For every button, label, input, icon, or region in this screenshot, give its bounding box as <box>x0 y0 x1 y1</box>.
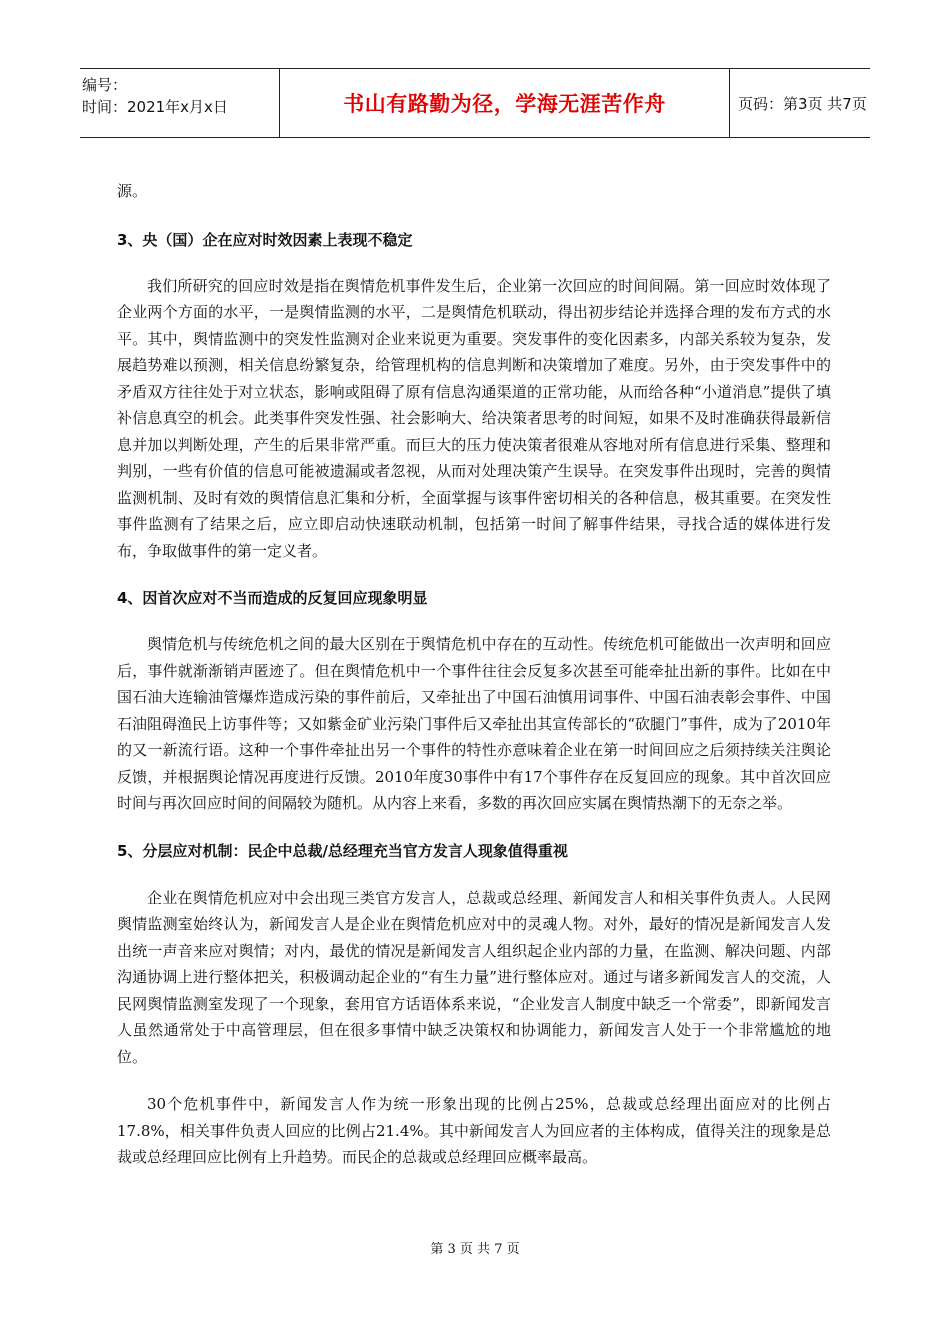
number-label: 编号： <box>82 76 128 94</box>
paragraph-continuation: 源。 <box>117 182 148 200</box>
time-label: 时间：2021年x月x日 <box>82 98 228 116</box>
header-motto-cell <box>280 69 730 137</box>
page-info: 页码：第3页 共7页 <box>738 94 867 113</box>
section-heading-5: 5、分层应对机制：民企中总裁/总经理充当官方发言人现象值得重视 <box>117 841 568 860</box>
paragraph-section-4: 舆情危机与传统危机之间的最大区别在于舆情危机中存在的互动性。传统危机可能做出一次声明和回应后，事件就渐渐销声匿迹了。但在舆情危机中一个事件往往会反复多次甚至可能牵扯出新的事件。比如在中国石油大连输油管爆炸造成污染的事件前后，又牵扯出了中国石油慎用词事件、中国石油表彰会事件、中国石油阻碍渔民上访事件等；又如紫金矿业污染门事件后又牵扯出其宣传部长的“砍腿门”事件，成为了2010年的又一新流行语。这种一个事件牵扯出另一个事件的特性亦意味着企业在第一时间回应之后须持续关注舆论反馈，并根据舆论情况再度进行反馈。2010年度30事件中有17个事件存在反复回应的现象。其中首次回应时间与再次回应时间的间隔较为随机。从内容上来看，多数的再次回应实属在舆情热潮下的无奈之举。 <box>117 635 831 812</box>
paragraph-section-5b: 30个危机事件中，新闻发言人作为统一形象出现的比例占25%，总裁或总经理出面应对的比例占17.8%，相关事件负责人回应的比例占21.4%。其中新闻发言人为回应者的主体构成，值得关注的现象是总裁或总经理回应比例有上升趋势。而民企的总裁或总经理回应概率最高。 <box>117 1095 831 1166</box>
page-footer: 第 3 页 共 7 页 <box>430 1242 520 1257</box>
document-header <box>80 68 870 138</box>
paragraph-section-5a: 企业在舆情危机应对中会出现三类官方发言人，总裁或总经理、新闻发言人和相关事件负责人。人民网舆情监测室始终认为，新闻发言人是企业在舆情危机应对中的灵魂人物。对外，最好的情况是新闻发言人发出统一声音来应对舆情；对内，最优的情况是新闻发言人组织起企业内部的力量，在监测、解决问题、内部沟通协调上进行整体把关，积极调动起企业的“有生力量”进行整体应对。通过与诸多新闻发言人的交流，人民网舆情监测室发现了一个现象，套用官方话语体系来说，“企业发言人制度中缺乏一个常委”，即新闻发言人虽然通常处于中高管理层，但在很多事情中缺乏决策权和协调能力，新闻发言人处于一个非常尴尬的地位。 <box>117 888 831 1066</box>
header-page-cell <box>730 69 870 137</box>
section-heading-4: 4、因首次应对不当而造成的反复回应现象明显 <box>117 589 428 607</box>
paragraph-section-3: 我们所研究的回应时效是指在舆情危机事件发生后，企业第一次回应的时间间隔。第一回应时效体现了企业两个方面的水平，一是舆情监测的水平，二是舆情危机联动，得出初步结论并选择合理的发布方式的水平。其中，舆情监测中的突发性监测对企业来说更为重要。突发事件的变化因素多，内部关系较为复杂，发展趋势难以预测，相关信息纷繁复杂，给管理机构的信息判断和决策增加了难度。另外，由于突发事件中的矛盾双方往往处于对立状态，影响或阻碍了原有信息沟通渠道的正常功能，从而给各种“小道消息”提供了填补信息真空的机会。此类事件突发性强、社会影响大、给决策者思考的时间短，如果不及时准确获得最新信息并加以判断处理，产生的后果非常严重。而巨大的压力使决策者很难从容地对所有信息进行采集、整理和判别，一些有价值的信息可能被遗漏或者忽视，从而对处理决策产生误导。在突发事件出现时，完善的舆情监测机制、及时有效的舆情信息汇集和分析，全面掌握与该事件密切相关的各种信息，极其重要。在突发性事件监测有了结果之后，应立即启动快速联动机制，包括第一时间了解事件结果，寻找合适的媒体进行发布，争取做事件的第一定义者。 <box>117 276 831 560</box>
section-heading-3: 3、央（国）企在应对时效因素上表现不稳定 <box>117 230 413 249</box>
header-left-cell <box>80 69 280 137</box>
motto-text: 书山有路勤为径，学海无涯苦作舟 <box>343 92 666 116</box>
document-body <box>117 178 831 1171</box>
